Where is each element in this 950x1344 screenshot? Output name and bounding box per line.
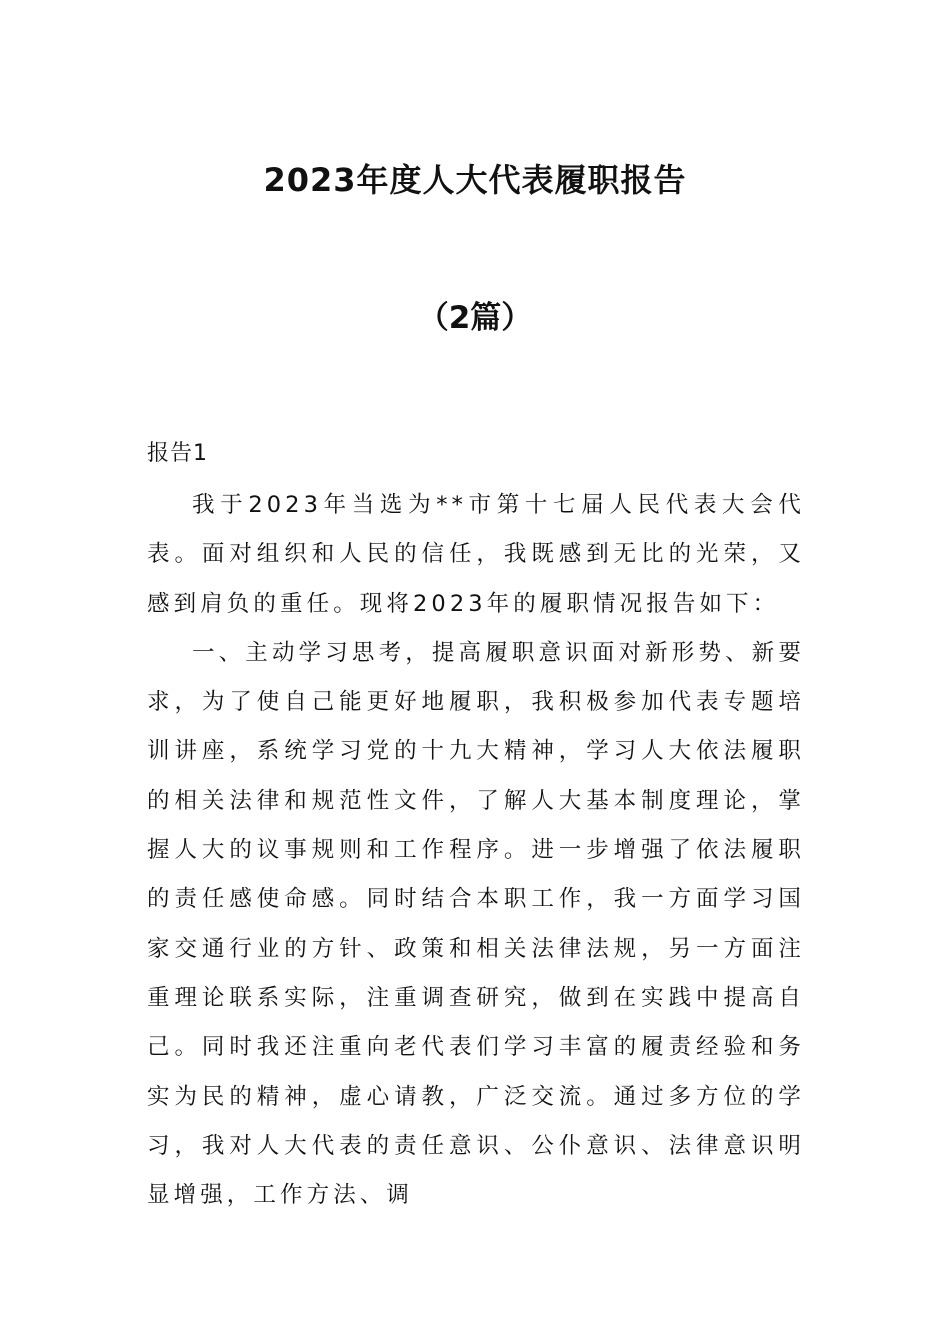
body-paragraph: 我于2023年当选为**市第十七届人民代表大会代表。面对组织和人民的信任，我既感到无比的光荣，又感到肩负的重任。现将2023年的履职情况报告如下： [147,492,805,617]
document-title: 2023年度人大代表履职报告 [263,161,687,199]
document-body [147,481,805,1220]
body-paragraph: 一、主动学习思考，提高履职意识面对新形势、新要求，为了使自己能更好地履职，我积极参加代表专题培训讲座，系统学习党的十九大精神，学习人大依法履职的相关法律和规范性文件，了解人大基本制度理论，掌握人大的议事规则和工作程序。进一步增强了依法履职的责任感使命感。同时结合本职工作，我一方面学习国家交通行业的方针、政策和相关法律法规，另一方面注重理论联系实际，注重调查研究，做到在实践中提高自己。同时我还注重向老代表们学习丰富的履责经验和务实为民的精神，虚心请教，广泛交流。通过多方位的学习，我对人大代表的责任意识、公仆意识、法律意识明显增强，工作方法、调 [147,639,805,1209]
document-subtitle: （2篇） [417,300,533,336]
report-label: 报告1 [147,441,208,466]
